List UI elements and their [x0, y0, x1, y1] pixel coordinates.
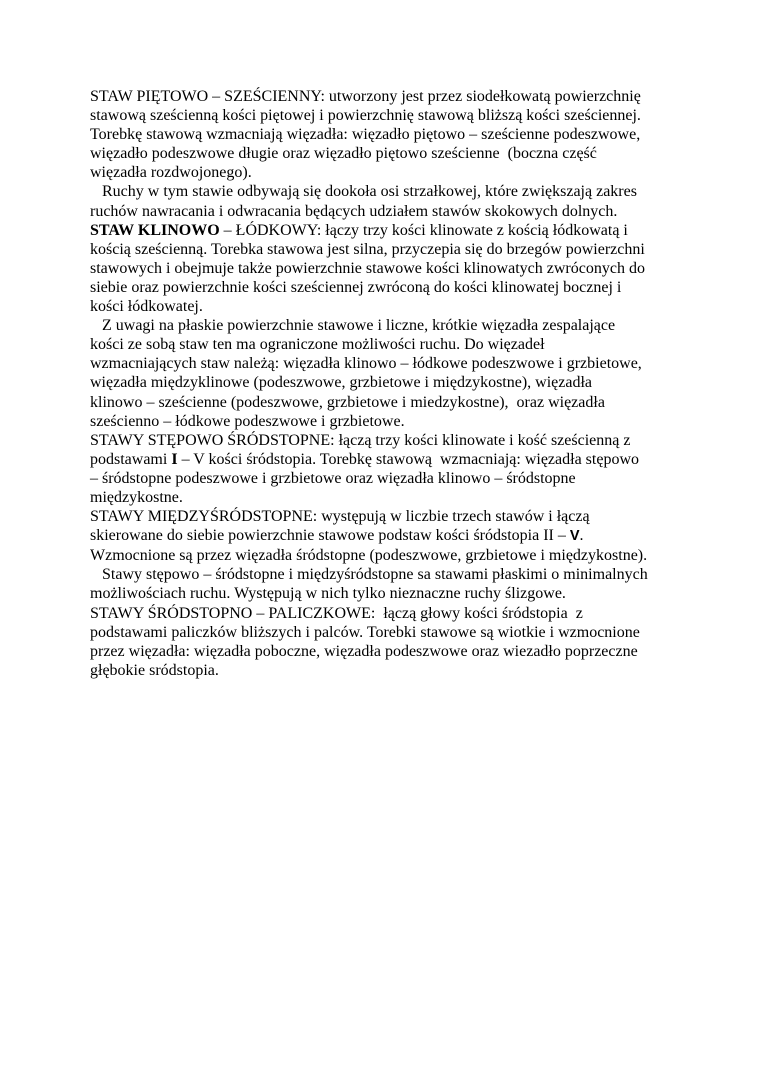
text-line: [90, 393, 680, 412]
text-segment-emphasis: V: [569, 528, 580, 545]
text-segment: wzmacniających staw należą: więzadła klinowo – łódkowe podeszwowe i grzbietowe,: [90, 355, 642, 373]
text-line: [90, 373, 680, 392]
text-line: [90, 335, 680, 354]
text-line: [90, 240, 680, 259]
text-line: [90, 106, 680, 125]
text-segment: więzadła międzyklinowe (podeszwowe, grzbietowe i międzykostne), więzadła: [90, 374, 593, 392]
text-segment-emphasis: I: [171, 450, 178, 468]
text-segment-emphasis: STAW KLINOWO: [90, 221, 220, 239]
text-segment: klinowo – sześcienne (podeszwowe, grzbietowe i miedzykostne), oraz więzadła: [90, 393, 605, 411]
text-line: [90, 604, 680, 623]
text-segment: STAWY STĘPOWO ŚRÓDSTOPNE: łączą trzy kości klinowate i kość sześcienną z: [90, 431, 631, 449]
text-segment: – ŁÓDKOWY: łączy trzy kości klinowate z kością łódkowatą i: [219, 221, 628, 239]
text-line: [90, 182, 680, 201]
text-segment: kości ze sobą staw ten ma ograniczone możliwości ruchu. Do więzadeł: [90, 336, 545, 354]
text-line: [90, 278, 680, 297]
text-line: [90, 526, 680, 546]
text-line: [90, 259, 680, 278]
text-line: [90, 507, 680, 526]
text-segment: więzadło podeszwowe długie oraz więzadło piętowo sześcienne (boczna część: [90, 145, 597, 163]
text-segment: stawową sześcienną kości piętowej i powierzchnię stawową bliższą kości sześciennej.: [90, 107, 641, 125]
text-line: [90, 661, 680, 680]
text-segment: – śródstopne podeszwowe i grzbietowe oraz więzadła klinowo – śródstopne: [90, 469, 576, 487]
text-line: [90, 316, 680, 335]
text-segment: sześcienno – łódkowe podeszwowe i grzbietowe.: [90, 412, 405, 430]
text-segment: Wzmocnione są przez więzadła śródstopne (podeszwowe, grzbietowe i międzykostne).: [90, 547, 648, 565]
text-line: [90, 565, 680, 584]
text-segment: skierowane do siebie powierzchnie stawowe podstaw kości śródstopia II –: [90, 527, 570, 545]
text-line: [90, 221, 680, 240]
text-line: [90, 297, 680, 316]
document-text: [90, 87, 680, 680]
text-segment: STAWY ŚRÓDSTOPNO – PALICZKOWE: łączą głowy kości śródstopia z: [90, 604, 583, 622]
text-line: [90, 488, 680, 507]
text-segment: siebie oraz powierzchnie kości sześciennej zwróconą do kości klinowatej bocznej i: [90, 278, 622, 296]
text-line: [90, 469, 680, 488]
text-segment: więzadła rozdwojonego).: [90, 164, 252, 182]
text-segment: głębokie sródstopia.: [90, 661, 219, 679]
text-line: [90, 354, 680, 373]
text-segment: międzykostne.: [90, 488, 183, 506]
text-segment: STAW PIĘTOWO – SZEŚCIENNY: utworzony jest przez siodełkowatą powierzchnię: [90, 88, 641, 105]
text-segment: podstawami: [90, 450, 172, 468]
text-line: [90, 144, 680, 163]
text-segment: STAWY MIĘDZYŚRÓDSTOPNE: występują w liczbie trzech stawów i łączą: [90, 508, 590, 526]
text-line: [90, 163, 680, 182]
text-line: [90, 412, 680, 431]
text-segment: Torebkę stawową wzmacniają więzadła: więzadło piętowo – sześcienne podeszwowe,: [90, 126, 641, 144]
text-segment: kością sześcienną. Torebka stawowa jest silna, przyczepia się do brzegów powierzchni: [90, 240, 645, 258]
text-segment: możliwościach ruchu. Występują w nich tylko nieznaczne ruchy ślizgowe.: [90, 585, 566, 603]
text-line: [90, 546, 680, 565]
text-segment: Stawy stępowo – śródstopne i międzyśródstopne sa stawami płaskimi o minimalnych: [90, 566, 648, 584]
text-line: [90, 584, 680, 603]
text-segment: Ruchy w tym stawie odbywają się dookoła osi strzałkowej, które zwiększają zakres: [90, 183, 637, 201]
text-segment: – V kości śródstopia. Torebkę stawową wzmacniają: więzadła stępowo: [177, 450, 639, 468]
text-segment: kości łódkowatej.: [90, 298, 203, 316]
text-segment: stawowych i obejmuje także powierzchnie stawowe kości klinowatych zwróconych do: [90, 259, 645, 277]
text-line: [90, 87, 680, 106]
text-line: [90, 125, 680, 144]
text-line: [90, 642, 680, 661]
text-line: [90, 431, 680, 450]
text-line: [90, 623, 680, 642]
text-line: [90, 202, 680, 221]
text-line: [90, 450, 680, 469]
text-segment: Z uwagi na płaskie powierzchnie stawowe i liczne, krótkie więzadła zespalające: [90, 317, 616, 335]
text-segment: ruchów nawracania i odwracania będących udziałem stawów skokowych dolnych.: [90, 202, 618, 220]
text-segment: podstawami paliczków bliższych i palców. Torebki stawowe są wiotkie i wzmocnione: [90, 623, 640, 641]
text-segment: przez więzadła: więzadła poboczne, więzadła podeszwowe oraz wiezadło poprzeczne: [90, 642, 638, 660]
text-segment: .: [579, 527, 584, 545]
